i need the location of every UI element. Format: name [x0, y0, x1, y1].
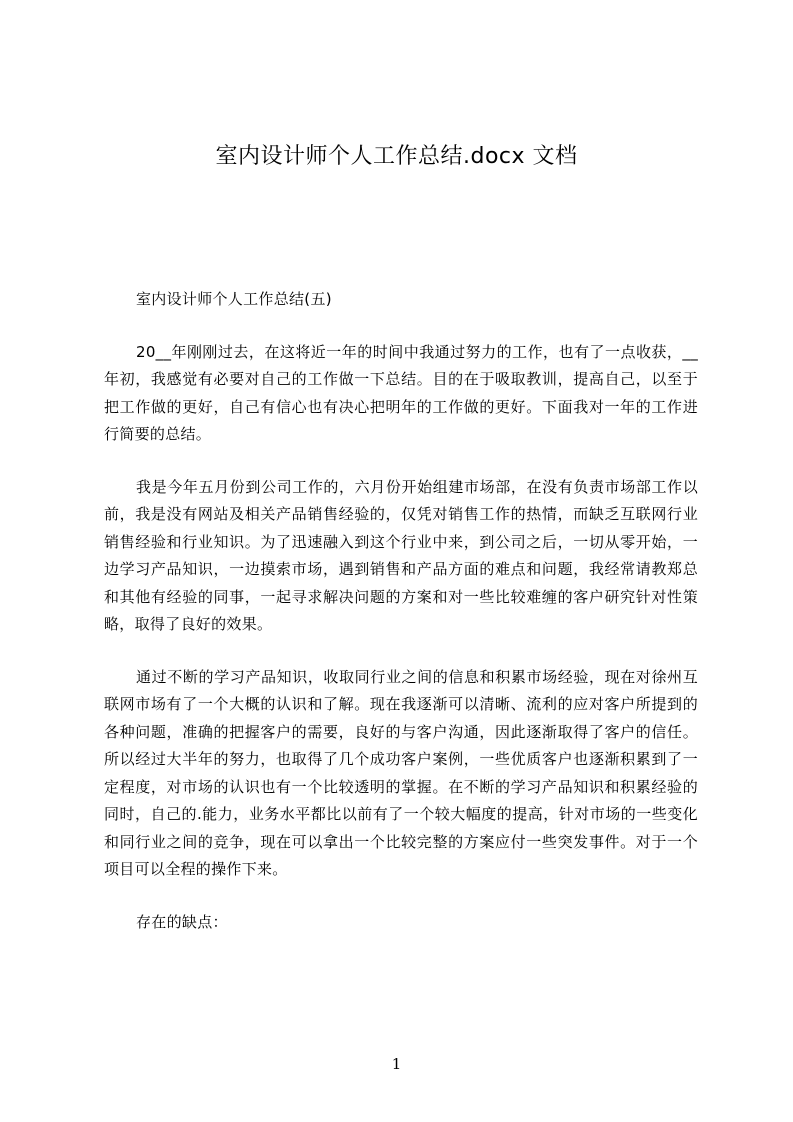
- document-body: [104, 286, 698, 961]
- section-heading: 室内设计师个人工作总结(五): [136, 290, 332, 308]
- paragraph-background: 我是今年五月份到公司工作的，六月份开始组建市场部，在没有负责市场部工作以前，我是没有网站及相关产品销售经验的，仅凭对销售工作的热情，而缺乏互联网行业销售经验和行业知识。为了迅速融入到这个行业中来，到公司之后，一切从零开始，一边学习产品知识，一边摸索市场，遇到销售和产品方面的难点和问题，我经常请教郑总和其他有经验的同事，一起寻求解决问题的方案和对一些比较难缠的客户研究针对性策略，取得了良好的效果。: [104, 477, 698, 633]
- paragraph-shortcomings-heading: 存在的缺点：: [136, 912, 228, 931]
- page-number: 1: [391, 1055, 402, 1073]
- paragraph-progress: 通过不断的学习产品知识，收取同行业之间的信息和积累市场经验，现在对徐州互联网市场有了一个大概的认识和了解。现在我逐渐可以清晰、流利的应对客户所提到的各种问题，准确的把握客户的需要，良好的与客户沟通，因此逐渐取得了客户的信任。所以经过大半年的努力，也取得了几个成功客户案例，一些优质客户也逐渐积累到了一定程度，对市场的认识也有一个比较透明的掌握。在不断的学习产品知识和积累经验的同时，自己的.能力，业务水平都比以前有了一个较大幅度的提高，针对市场的一些变化和同行业之间的竞争，现在可以拿出一个比较完整的方案应付一些突发事件。对于一个项目可以全程的操作下来。: [104, 667, 698, 878]
- document-title: 室内设计师个人工作总结.docx 文档: [215, 144, 578, 169]
- paragraph-intro: 20__年刚刚过去，在这将近一年的时间中我通过努力的工作，也有了一点收获，__年初，我感觉有必要对自己的工作做一下总结。目的在于吸取教训，提高自己，以至于把工作做的更好，自己有信心也有决心把明年的工作做的更好。下面我对一年的工作进行简要的总结。: [104, 342, 698, 443]
